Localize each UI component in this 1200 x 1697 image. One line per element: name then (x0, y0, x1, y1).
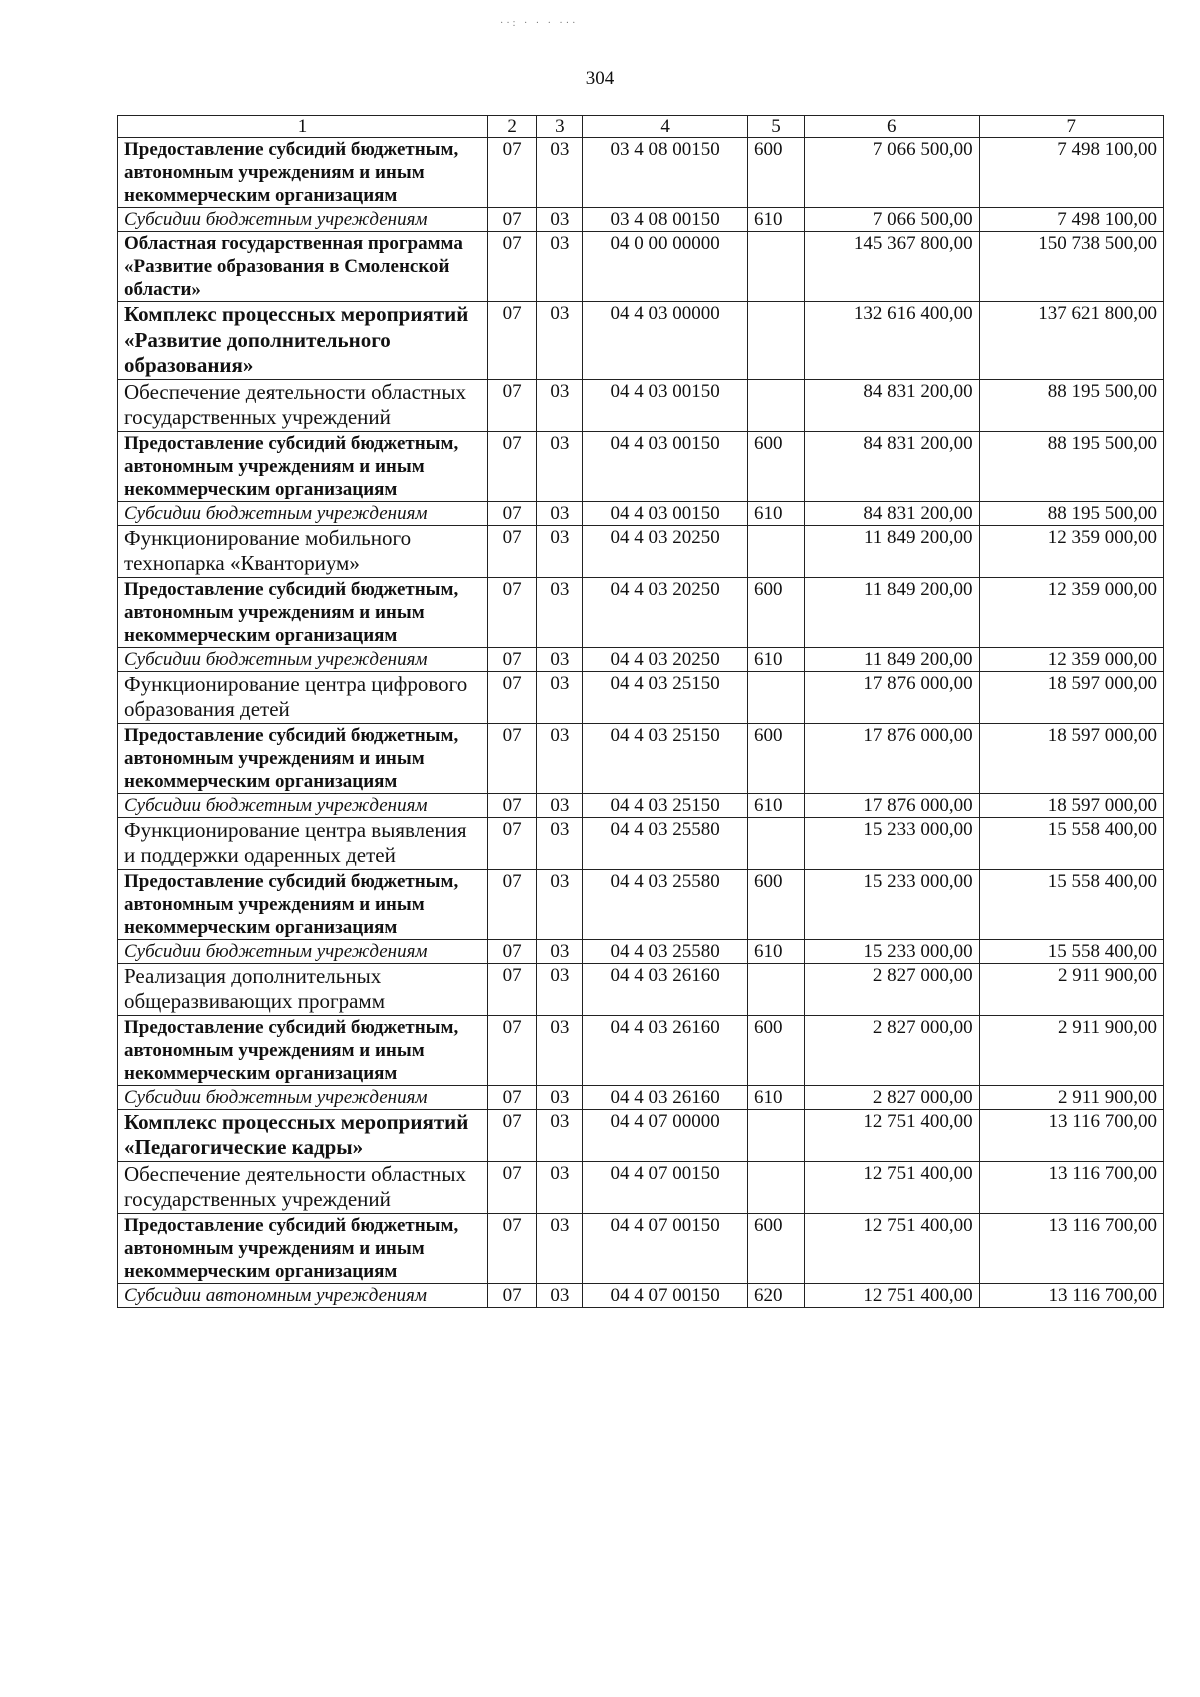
header-col-2: 2 (487, 116, 536, 138)
row-target-code-cell: 04 4 03 25150 (583, 671, 748, 723)
row-subsection-cell: 03 (537, 1161, 583, 1213)
row-amount-col7-cell: 12 359 000,00 (979, 525, 1163, 577)
row-amount-col7-cell: 13 116 700,00 (979, 1213, 1163, 1283)
table-row (118, 671, 1164, 723)
row-section-cell: 07 (487, 1109, 536, 1161)
row-target-code-cell: 04 4 03 26160 (583, 1015, 748, 1085)
row-expense-type-cell (747, 1109, 804, 1161)
table-row (118, 1085, 1164, 1109)
row-expense-type-cell: 610 (747, 1085, 804, 1109)
row-target-code-cell: 04 4 07 00150 (583, 1213, 748, 1283)
row-target-code-cell: 04 4 07 00150 (583, 1161, 748, 1213)
row-section-cell: 07 (487, 379, 536, 431)
row-amount-col6-cell: 2 827 000,00 (805, 1085, 980, 1109)
row-section-cell: 07 (487, 817, 536, 869)
row-target-code-cell: 04 4 03 20250 (583, 525, 748, 577)
table-row (118, 1213, 1164, 1283)
row-section-cell: 07 (487, 1015, 536, 1085)
row-name-cell: Субсидии бюджетным учреждениям (118, 1085, 488, 1109)
table-row (118, 431, 1164, 501)
row-amount-col6-cell: 15 233 000,00 (805, 869, 980, 939)
row-expense-type-cell (747, 232, 804, 302)
header-col-5: 5 (747, 116, 804, 138)
row-subsection-cell: 03 (537, 939, 583, 963)
row-amount-col6-cell: 7 066 500,00 (805, 138, 980, 208)
row-target-code-cell: 04 4 03 26160 (583, 963, 748, 1015)
row-target-code-cell: 04 4 03 20250 (583, 647, 748, 671)
table-row (118, 647, 1164, 671)
row-amount-col7-cell: 2 911 900,00 (979, 1085, 1163, 1109)
row-expense-type-cell (747, 379, 804, 431)
row-name-cell: Областная государственная программа «Развитие образования в Смоленской области» (118, 232, 488, 302)
row-name-cell: Реализация дополнительных общеразвивающих программ (118, 963, 488, 1015)
row-subsection-cell: 03 (537, 501, 583, 525)
table-row (118, 232, 1164, 302)
row-section-cell: 07 (487, 1085, 536, 1109)
row-amount-col6-cell: 12 751 400,00 (805, 1109, 980, 1161)
row-amount-col6-cell: 17 876 000,00 (805, 723, 980, 793)
table-row (118, 723, 1164, 793)
table-header-row (118, 116, 1164, 138)
row-amount-col7-cell: 15 558 400,00 (979, 869, 1163, 939)
row-expense-type-cell: 600 (747, 1213, 804, 1283)
row-expense-type-cell: 600 (747, 138, 804, 208)
row-name-cell: Субсидии автономным учреждениям (118, 1283, 488, 1307)
row-target-code-cell: 04 4 03 20250 (583, 577, 748, 647)
row-amount-col7-cell: 15 558 400,00 (979, 939, 1163, 963)
header-col-6: 6 (805, 116, 980, 138)
row-amount-col7-cell: 12 359 000,00 (979, 577, 1163, 647)
row-amount-col7-cell: 137 621 800,00 (979, 302, 1163, 380)
header-col-7: 7 (979, 116, 1163, 138)
row-target-code-cell: 04 4 03 00150 (583, 379, 748, 431)
row-section-cell: 07 (487, 525, 536, 577)
row-amount-col7-cell: 18 597 000,00 (979, 723, 1163, 793)
row-target-code-cell: 04 4 03 25150 (583, 723, 748, 793)
table-body (118, 138, 1164, 1308)
row-amount-col7-cell: 13 116 700,00 (979, 1283, 1163, 1307)
table-row (118, 1109, 1164, 1161)
row-subsection-cell: 03 (537, 208, 583, 232)
row-name-cell: Предоставление субсидий бюджетным, автономным учреждениям и иным некоммерческим организациям (118, 1213, 488, 1283)
row-amount-col7-cell: 18 597 000,00 (979, 793, 1163, 817)
row-amount-col6-cell: 84 831 200,00 (805, 431, 980, 501)
row-amount-col6-cell: 12 751 400,00 (805, 1283, 980, 1307)
row-section-cell: 07 (487, 1213, 536, 1283)
row-amount-col6-cell: 11 849 200,00 (805, 577, 980, 647)
budget-table (117, 115, 1164, 1308)
row-amount-col7-cell: 7 498 100,00 (979, 138, 1163, 208)
table-row (118, 525, 1164, 577)
header-col-4: 4 (583, 116, 748, 138)
row-amount-col6-cell: 11 849 200,00 (805, 647, 980, 671)
row-subsection-cell: 03 (537, 232, 583, 302)
table-row (118, 869, 1164, 939)
row-section-cell: 07 (487, 138, 536, 208)
header-col-3: 3 (537, 116, 583, 138)
row-expense-type-cell: 610 (747, 647, 804, 671)
row-expense-type-cell: 610 (747, 939, 804, 963)
row-name-cell: Комплекс процессных мероприятий «Педагогические кадры» (118, 1109, 488, 1161)
row-subsection-cell: 03 (537, 647, 583, 671)
row-section-cell: 07 (487, 869, 536, 939)
row-expense-type-cell (747, 525, 804, 577)
row-subsection-cell: 03 (537, 138, 583, 208)
row-amount-col6-cell: 12 751 400,00 (805, 1161, 980, 1213)
row-name-cell: Предоставление субсидий бюджетным, автономным учреждениям и иным некоммерческим организациям (118, 577, 488, 647)
row-name-cell: Обеспечение деятельности областных государственных учреждений (118, 379, 488, 431)
row-subsection-cell: 03 (537, 1283, 583, 1307)
row-subsection-cell: 03 (537, 379, 583, 431)
row-name-cell: Субсидии бюджетным учреждениям (118, 647, 488, 671)
row-amount-col7-cell: 88 195 500,00 (979, 431, 1163, 501)
row-expense-type-cell: 610 (747, 793, 804, 817)
row-target-code-cell: 04 4 03 00000 (583, 302, 748, 380)
row-amount-col6-cell: 11 849 200,00 (805, 525, 980, 577)
table-row (118, 577, 1164, 647)
row-target-code-cell: 04 4 03 25580 (583, 817, 748, 869)
row-amount-col7-cell: 18 597 000,00 (979, 671, 1163, 723)
row-subsection-cell: 03 (537, 817, 583, 869)
row-name-cell: Предоставление субсидий бюджетным, автономным учреждениям и иным некоммерческим организациям (118, 723, 488, 793)
table-row (118, 1161, 1164, 1213)
row-amount-col6-cell: 15 233 000,00 (805, 939, 980, 963)
page-number: 304 (585, 68, 615, 89)
row-amount-col6-cell: 132 616 400,00 (805, 302, 980, 380)
row-amount-col7-cell: 2 911 900,00 (979, 963, 1163, 1015)
row-expense-type-cell (747, 1161, 804, 1213)
row-expense-type-cell: 600 (747, 723, 804, 793)
header-col-1: 1 (118, 116, 488, 138)
row-expense-type-cell: 600 (747, 431, 804, 501)
row-amount-col6-cell: 12 751 400,00 (805, 1213, 980, 1283)
row-expense-type-cell: 600 (747, 1015, 804, 1085)
row-amount-col7-cell: 7 498 100,00 (979, 208, 1163, 232)
table-row (118, 1283, 1164, 1307)
row-amount-col7-cell: 13 116 700,00 (979, 1109, 1163, 1161)
row-name-cell: Обеспечение деятельности областных государственных учреждений (118, 1161, 488, 1213)
row-section-cell: 07 (487, 939, 536, 963)
row-subsection-cell: 03 (537, 1015, 583, 1085)
row-amount-col6-cell: 7 066 500,00 (805, 208, 980, 232)
row-section-cell: 07 (487, 501, 536, 525)
row-name-cell: Функционирование центра цифрового образования детей (118, 671, 488, 723)
row-section-cell: 07 (487, 793, 536, 817)
row-amount-col7-cell: 12 359 000,00 (979, 647, 1163, 671)
row-target-code-cell: 04 4 03 26160 (583, 1085, 748, 1109)
row-name-cell: Субсидии бюджетным учреждениям (118, 793, 488, 817)
row-subsection-cell: 03 (537, 963, 583, 1015)
row-amount-col6-cell: 2 827 000,00 (805, 963, 980, 1015)
row-section-cell: 07 (487, 647, 536, 671)
row-target-code-cell: 04 4 03 00150 (583, 501, 748, 525)
row-expense-type-cell (747, 302, 804, 380)
row-subsection-cell: 03 (537, 723, 583, 793)
row-expense-type-cell: 610 (747, 208, 804, 232)
row-amount-col6-cell: 84 831 200,00 (805, 501, 980, 525)
table-row (118, 501, 1164, 525)
row-subsection-cell: 03 (537, 1213, 583, 1283)
row-section-cell: 07 (487, 1283, 536, 1307)
row-amount-col6-cell: 17 876 000,00 (805, 671, 980, 723)
row-name-cell: Предоставление субсидий бюджетным, автономным учреждениям и иным некоммерческим организациям (118, 138, 488, 208)
row-expense-type-cell: 620 (747, 1283, 804, 1307)
row-target-code-cell: 03 4 08 00150 (583, 208, 748, 232)
row-name-cell: Субсидии бюджетным учреждениям (118, 939, 488, 963)
row-expense-type-cell: 610 (747, 501, 804, 525)
scan-artifact: ··: · · · ··· (500, 18, 579, 29)
row-section-cell: 07 (487, 963, 536, 1015)
row-target-code-cell: 04 4 03 25150 (583, 793, 748, 817)
row-subsection-cell: 03 (537, 1085, 583, 1109)
table-row (118, 1015, 1164, 1085)
row-amount-col7-cell: 15 558 400,00 (979, 817, 1163, 869)
row-subsection-cell: 03 (537, 525, 583, 577)
row-amount-col7-cell: 88 195 500,00 (979, 379, 1163, 431)
row-amount-col7-cell: 2 911 900,00 (979, 1015, 1163, 1085)
row-name-cell: Комплекс процессных мероприятий «Развитие дополнительного образования» (118, 302, 488, 380)
row-subsection-cell: 03 (537, 869, 583, 939)
row-amount-col6-cell: 15 233 000,00 (805, 817, 980, 869)
table-row (118, 939, 1164, 963)
row-amount-col6-cell: 84 831 200,00 (805, 379, 980, 431)
row-name-cell: Субсидии бюджетным учреждениям (118, 208, 488, 232)
row-section-cell: 07 (487, 577, 536, 647)
row-amount-col6-cell: 2 827 000,00 (805, 1015, 980, 1085)
row-name-cell: Предоставление субсидий бюджетным, автономным учреждениям и иным некоммерческим организациям (118, 1015, 488, 1085)
row-name-cell: Функционирование центра выявления и поддержки одаренных детей (118, 817, 488, 869)
row-section-cell: 07 (487, 232, 536, 302)
row-section-cell: 07 (487, 431, 536, 501)
row-expense-type-cell: 600 (747, 577, 804, 647)
row-name-cell: Функционирование мобильного технопарка «Кванториум» (118, 525, 488, 577)
row-subsection-cell: 03 (537, 302, 583, 380)
row-amount-col6-cell: 17 876 000,00 (805, 793, 980, 817)
row-subsection-cell: 03 (537, 577, 583, 647)
row-amount-col7-cell: 13 116 700,00 (979, 1161, 1163, 1213)
table-row (118, 793, 1164, 817)
row-target-code-cell: 04 4 03 25580 (583, 869, 748, 939)
row-amount-col7-cell: 88 195 500,00 (979, 501, 1163, 525)
row-subsection-cell: 03 (537, 431, 583, 501)
row-name-cell: Субсидии бюджетным учреждениям (118, 501, 488, 525)
row-target-code-cell: 04 4 03 00150 (583, 431, 748, 501)
row-section-cell: 07 (487, 1161, 536, 1213)
table-row (118, 817, 1164, 869)
row-target-code-cell: 04 0 00 00000 (583, 232, 748, 302)
row-amount-col7-cell: 150 738 500,00 (979, 232, 1163, 302)
row-target-code-cell: 03 4 08 00150 (583, 138, 748, 208)
table-row (118, 208, 1164, 232)
row-target-code-cell: 04 4 07 00000 (583, 1109, 748, 1161)
row-section-cell: 07 (487, 671, 536, 723)
row-expense-type-cell (747, 963, 804, 1015)
row-amount-col6-cell: 145 367 800,00 (805, 232, 980, 302)
row-section-cell: 07 (487, 302, 536, 380)
row-expense-type-cell (747, 671, 804, 723)
row-subsection-cell: 03 (537, 793, 583, 817)
row-section-cell: 07 (487, 723, 536, 793)
table-row (118, 379, 1164, 431)
row-subsection-cell: 03 (537, 1109, 583, 1161)
row-expense-type-cell: 600 (747, 869, 804, 939)
row-expense-type-cell (747, 817, 804, 869)
row-section-cell: 07 (487, 208, 536, 232)
table-row (118, 138, 1164, 208)
row-target-code-cell: 04 4 07 00150 (583, 1283, 748, 1307)
row-target-code-cell: 04 4 03 25580 (583, 939, 748, 963)
table-row (118, 302, 1164, 380)
row-name-cell: Предоставление субсидий бюджетным, автономным учреждениям и иным некоммерческим организациям (118, 431, 488, 501)
table-row (118, 963, 1164, 1015)
row-subsection-cell: 03 (537, 671, 583, 723)
row-name-cell: Предоставление субсидий бюджетным, автономным учреждениям и иным некоммерческим организациям (118, 869, 488, 939)
